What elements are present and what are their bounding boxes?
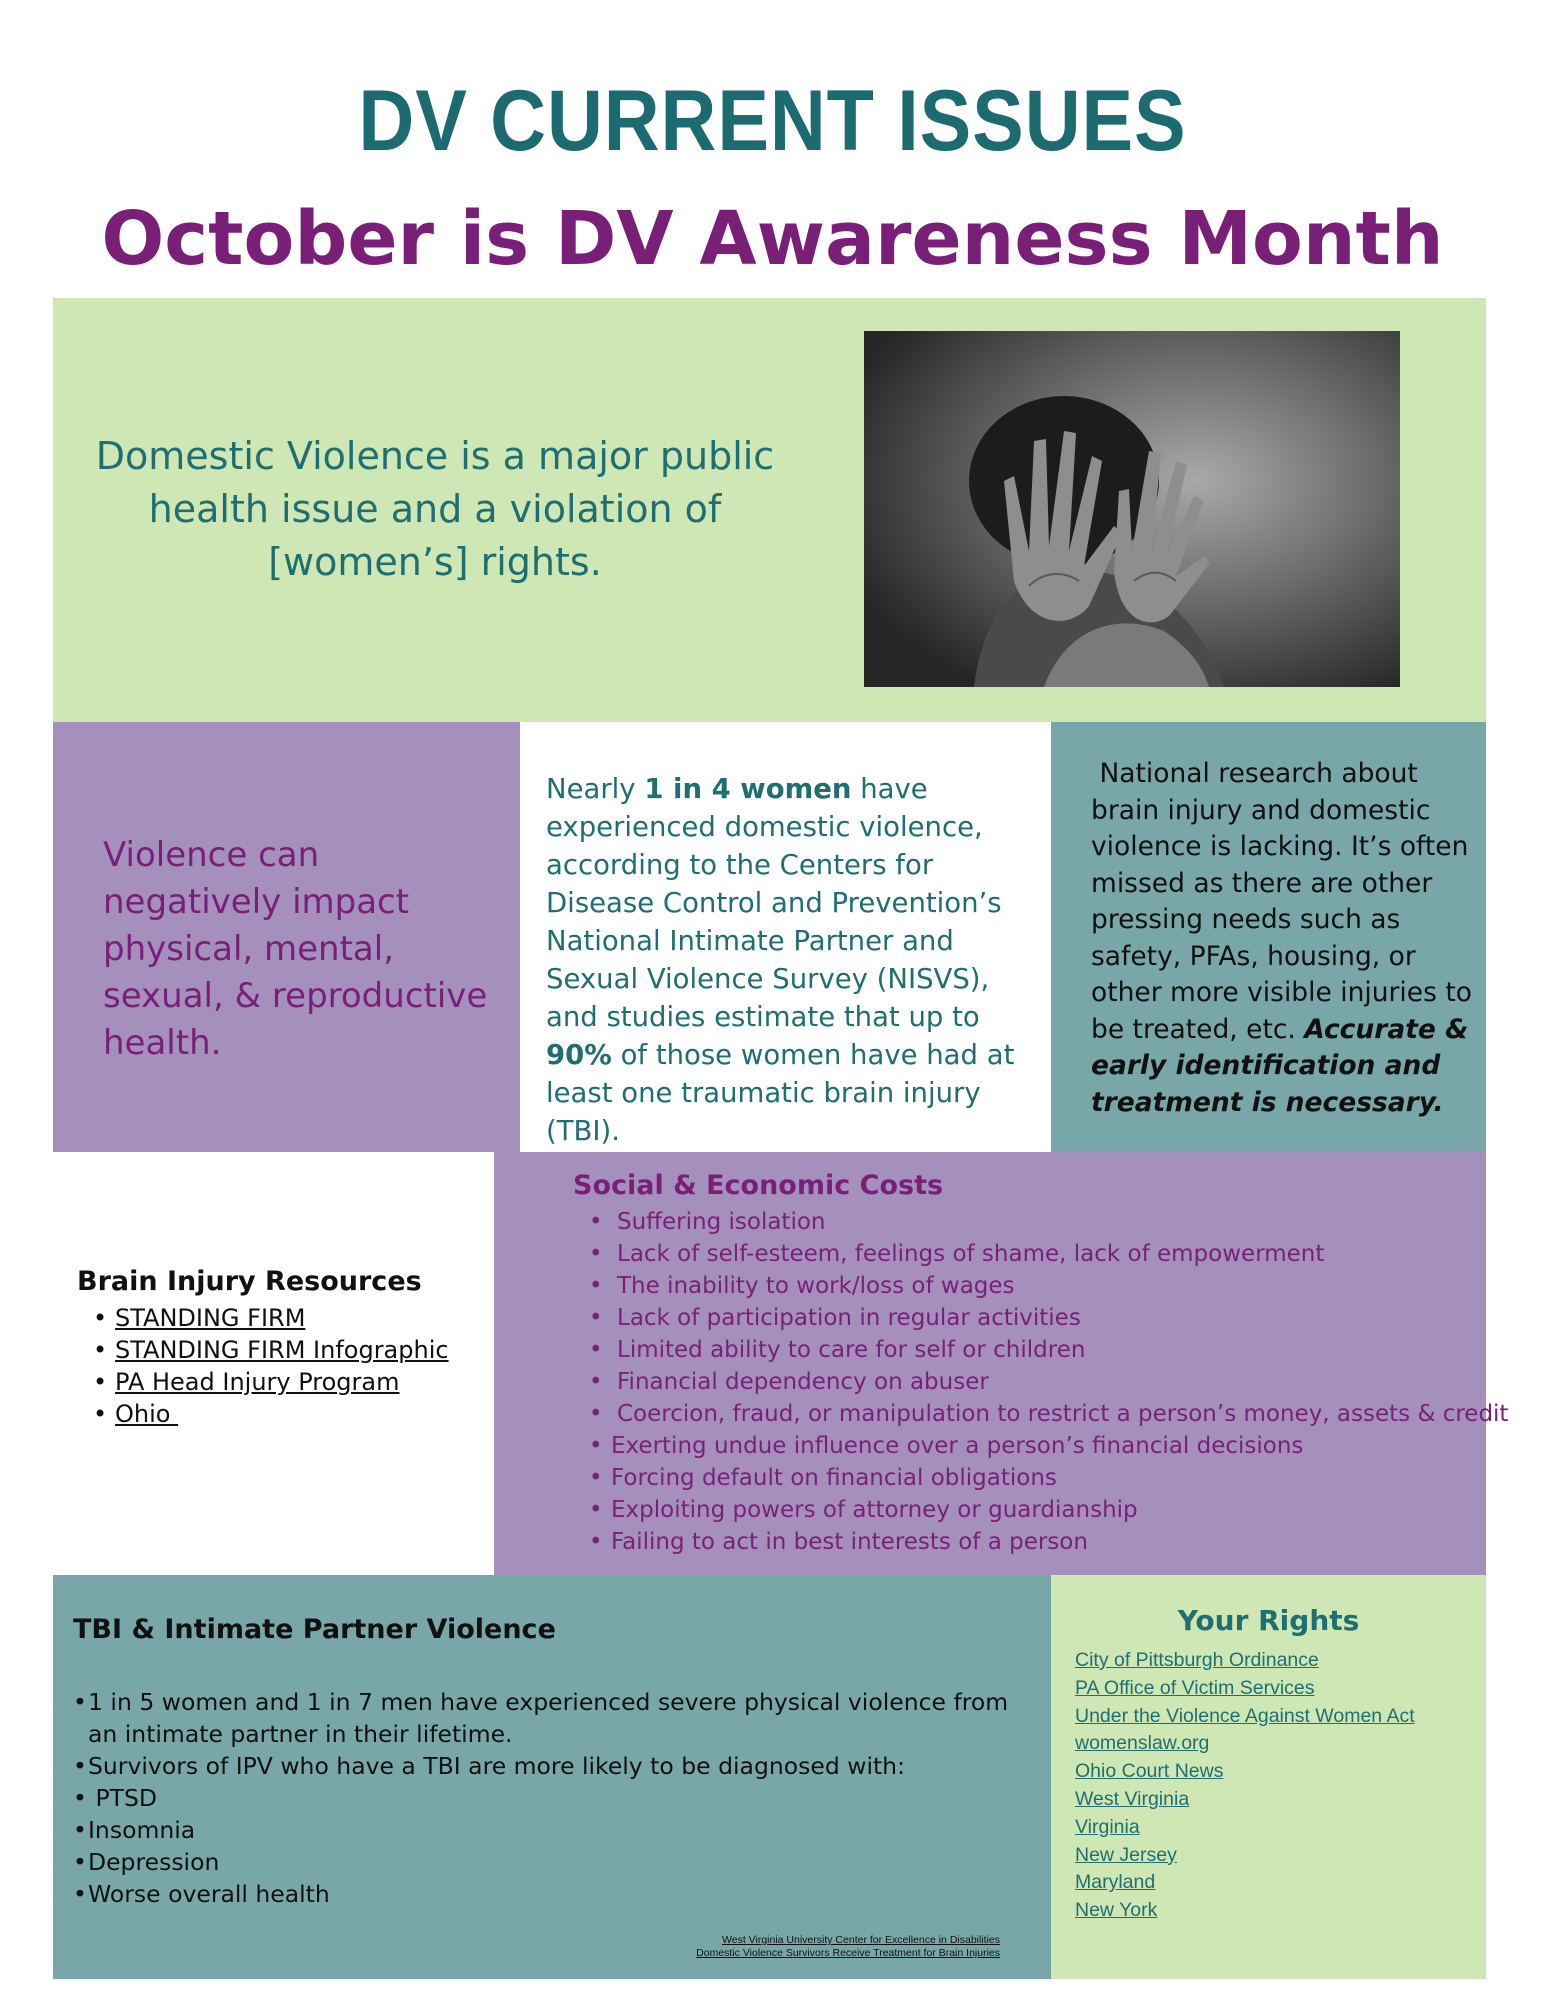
statistics-text: [546, 770, 1046, 1150]
costs-list: [573, 1206, 1509, 1558]
tbi-title: TBI & Intimate Partner Violence: [73, 1614, 556, 1645]
rights-link-pa-victim-services[interactable]: PA Office of Victim Services: [1075, 1676, 1315, 1699]
rights-link-ohio-court-news[interactable]: Ohio Court News: [1075, 1760, 1224, 1783]
rights-link-vawa[interactable]: Under the Violence Against Women Act: [1075, 1704, 1415, 1727]
list-item: • The inability to work/loss of wages: [573, 1270, 1478, 1302]
list-item: • Survivors of IPV who have a TBI are more likely to be diagnosed with:: [73, 1750, 1033, 1782]
list-item: • 1 in 5 women and 1 in 7 men have experienced severe physical violence from an intimate partner in their lifetime.: [73, 1686, 1033, 1750]
list-item: • Exerting undue influence over a person’s financial decisions: [573, 1430, 1478, 1462]
list-item: [77, 1334, 449, 1366]
stat-text-2: have experienced domestic violence, according to the Centers for Disease Control and Prevention’s National Intimate Partner and Sexual Violence Survey (NISVS), and studies estimate that up to: [546, 773, 1002, 1033]
resource-link-standing-firm[interactable]: STANDING FIRM: [115, 1304, 306, 1332]
list-item: [77, 1302, 449, 1334]
stat-text-1: Nearly: [546, 773, 645, 805]
citation: [560, 1934, 1000, 1960]
rights-link-maryland[interactable]: Maryland: [1075, 1871, 1156, 1894]
stat-highlight-percent: 90%: [546, 1039, 612, 1071]
health-impact-text: Violence can negatively impact physical, mental, sexual, & reproductive health.: [103, 835, 488, 1063]
rights-title: Your Rights: [1177, 1604, 1360, 1637]
list-item: • Worse overall health: [73, 1878, 1033, 1910]
raised-hands-photo: [864, 331, 1400, 687]
research-emphasis: Accurate & early identification and treatment is necessary.: [1091, 1013, 1469, 1118]
rights-link-west-virginia[interactable]: West Virginia: [1075, 1787, 1190, 1810]
rights-link-new-jersey[interactable]: New Jersey: [1075, 1843, 1177, 1866]
list-item: • PTSD: [73, 1782, 1033, 1814]
page-subtitle: October is DV Awareness Month: [101, 196, 1444, 282]
stat-text-3: of those women have had at least one traumatic brain injury (TBI).: [546, 1039, 1015, 1147]
research-text: [1091, 756, 1481, 1121]
list-item: • Depression: [73, 1846, 1033, 1878]
rights-link-virginia[interactable]: Virginia: [1075, 1815, 1140, 1838]
list-item: • Coercion, fraud, or manipulation to restrict a person’s money, assets & credit: [573, 1398, 1478, 1430]
list-item: • Lack of self-esteem, feelings of shame, lack of empowerment: [573, 1238, 1478, 1270]
list-item: • Insomnia: [73, 1814, 1033, 1846]
page-title: DV CURRENT ISSUES: [358, 73, 1187, 169]
resource-link-standing-firm-infographic[interactable]: STANDING FIRM Infographic: [115, 1336, 449, 1364]
costs-title: Social & Economic Costs: [573, 1170, 944, 1201]
list-item: • Limited ability to care for self or children: [573, 1334, 1478, 1366]
list-item: • Lack of participation in regular activities: [573, 1302, 1478, 1334]
hero-statement: Domestic Violence is a major public health issue and a violation of [women’s] rights.: [95, 434, 775, 584]
list-item: • Failing to act in best interests of a person: [573, 1526, 1478, 1558]
rights-link-pittsburgh[interactable]: City of Pittsburgh Ordinance: [1075, 1649, 1319, 1671]
stat-highlight-women: 1 in 4 women: [644, 773, 852, 805]
resource-link-pa-head-injury[interactable]: PA Head Injury Program: [115, 1368, 400, 1396]
list-item: • Forcing default on financial obligations: [573, 1462, 1478, 1494]
citation-link-article[interactable]: Domestic Violence Survivors Receive Treatment for Brain Injuries: [696, 1947, 1000, 1959]
list-item: [77, 1398, 449, 1430]
resources-title: Brain Injury Resources: [77, 1266, 422, 1297]
rights-link-womenslaw[interactable]: womenslaw.org: [1075, 1732, 1210, 1755]
list-item: • Financial dependency on abuser: [573, 1366, 1478, 1398]
list-item: [77, 1366, 449, 1398]
resources-list: [77, 1302, 449, 1430]
resource-link-ohio[interactable]: Ohio: [115, 1400, 179, 1428]
citation-link-wvu[interactable]: West Virginia University Center for Excellence in Disabilities: [722, 1934, 1000, 1946]
list-item: • Suffering isolation: [573, 1206, 1478, 1238]
rights-link-new-york[interactable]: New York: [1075, 1899, 1158, 1922]
research-body: National research about brain injury and domestic violence is lacking. It’s often missed as there are other pressing needs such as safety, PFAs, housing, or other more visible injuries to be treated, etc.: [1091, 758, 1481, 1045]
list-item: • Exploiting powers of attorney or guardianship: [573, 1494, 1478, 1526]
raised-hands-icon: [864, 331, 1400, 687]
tbi-list: [73, 1686, 1033, 1910]
rights-links: [1075, 1647, 1415, 1925]
